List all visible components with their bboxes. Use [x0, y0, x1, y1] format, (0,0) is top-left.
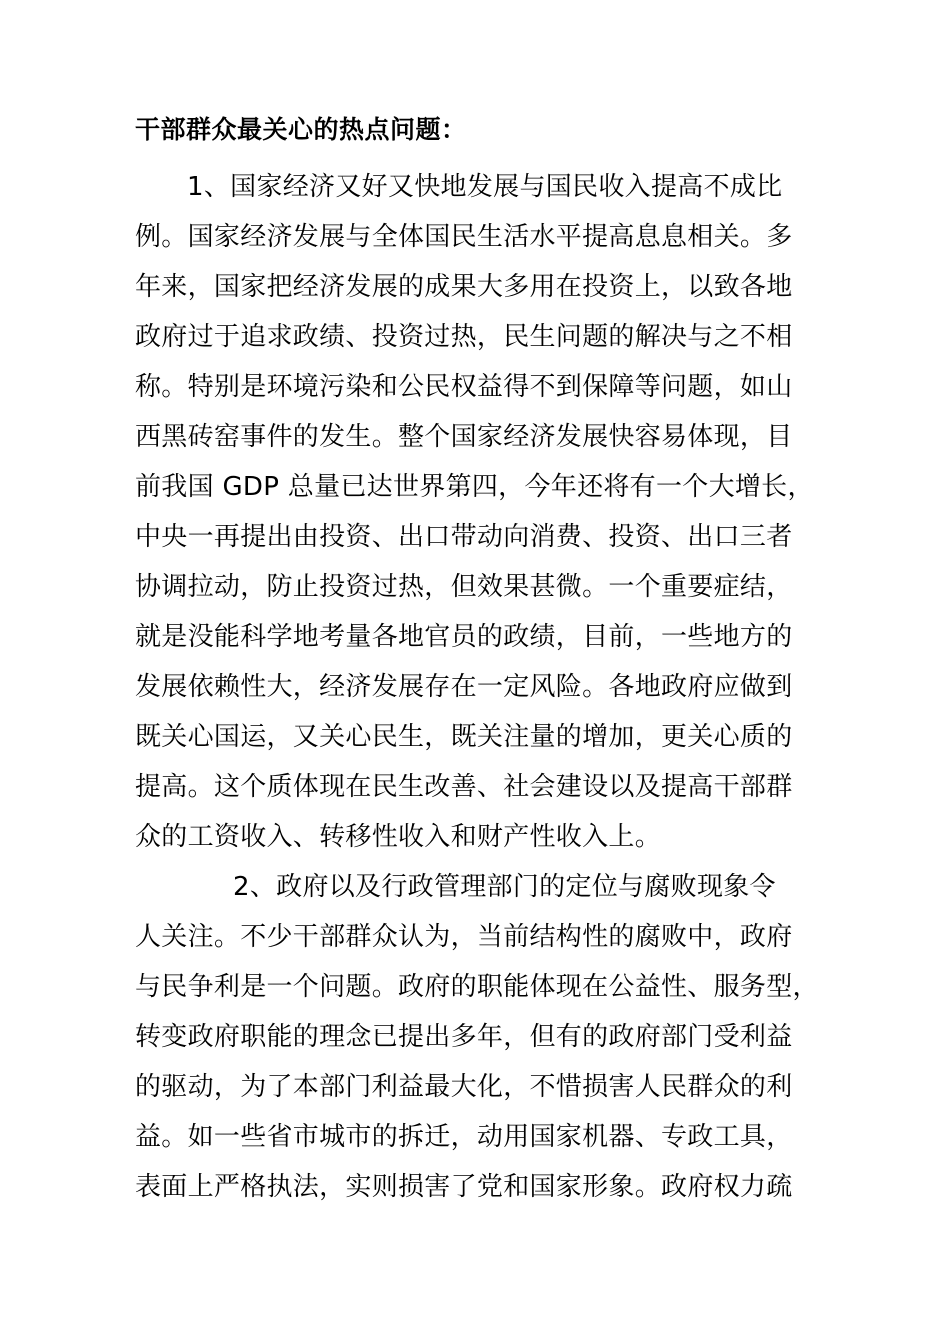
text-line: 转变政府职能的理念已提出多年，但有的政府部门受利益 — [135, 1022, 793, 1052]
text-line: 例。国家经济发展与全体国民生活水平提高息息相关。多 — [135, 222, 793, 252]
text-line: 年来，国家把经济发展的成果大多用在投资上，以致各地 — [135, 272, 793, 302]
text-line: 发展依赖性大，经济发展存在一定风险。各地政府应做到 — [135, 672, 793, 702]
text-line: 益。如一些省市城市的拆迁，动用国家机器、专政工具， — [135, 1122, 793, 1152]
text-line: 1、国家经济又好又快地发展与国民收入提高不成比 — [187, 172, 783, 202]
text-line: 西黑砖窑事件的发生。整个国家经济发展快容易体现，目 — [135, 422, 793, 452]
text-line: 政府过于追求政绩、投资过热，民生问题的解决与之不相 — [135, 322, 793, 352]
text-line: 中央一再提出由投资、出口带动向消费、投资、出口三者 — [135, 522, 793, 552]
paragraph-1 — [135, 162, 835, 862]
text-line: 表面上严格执法，实则损害了党和国家形象。政府权力疏 — [135, 1172, 793, 1202]
document-heading: 干部群众最关心的热点问题： — [135, 115, 467, 144]
text-line: 协调拉动，防止投资过热，但效果甚微。一个重要症结， — [135, 572, 793, 602]
text-line: 既关心国运，又关心民生，既关注量的增加，更关心质的 — [135, 722, 793, 752]
text-line: 2、政府以及行政管理部门的定位与腐败现象令 — [233, 872, 776, 902]
text-line: 称。特别是环境污染和公民权益得不到保障等问题，如山 — [135, 372, 793, 402]
text-line: 与民争利是一个问题。政府的职能体现在公益性、服务型， — [135, 972, 819, 1002]
text-line: 前我国 GDP 总量已达世界第四，今年还将有一个大增长， — [135, 472, 814, 502]
text-line: 人关注。不少干部群众认为，当前结构性的腐败中，政府 — [135, 922, 793, 952]
text-line: 的驱动，为了本部门利益最大化，不惜损害人民群众的利 — [135, 1072, 793, 1102]
paragraph-2 — [135, 862, 835, 1212]
text-line: 就是没能科学地考量各地官员的政绩，目前，一些地方的 — [135, 622, 793, 652]
text-line: 众的工资收入、转移性收入和财产性收入上。 — [135, 822, 662, 852]
text-line: 提高。这个质体现在民生改善、社会建设以及提高干部群 — [135, 772, 793, 802]
